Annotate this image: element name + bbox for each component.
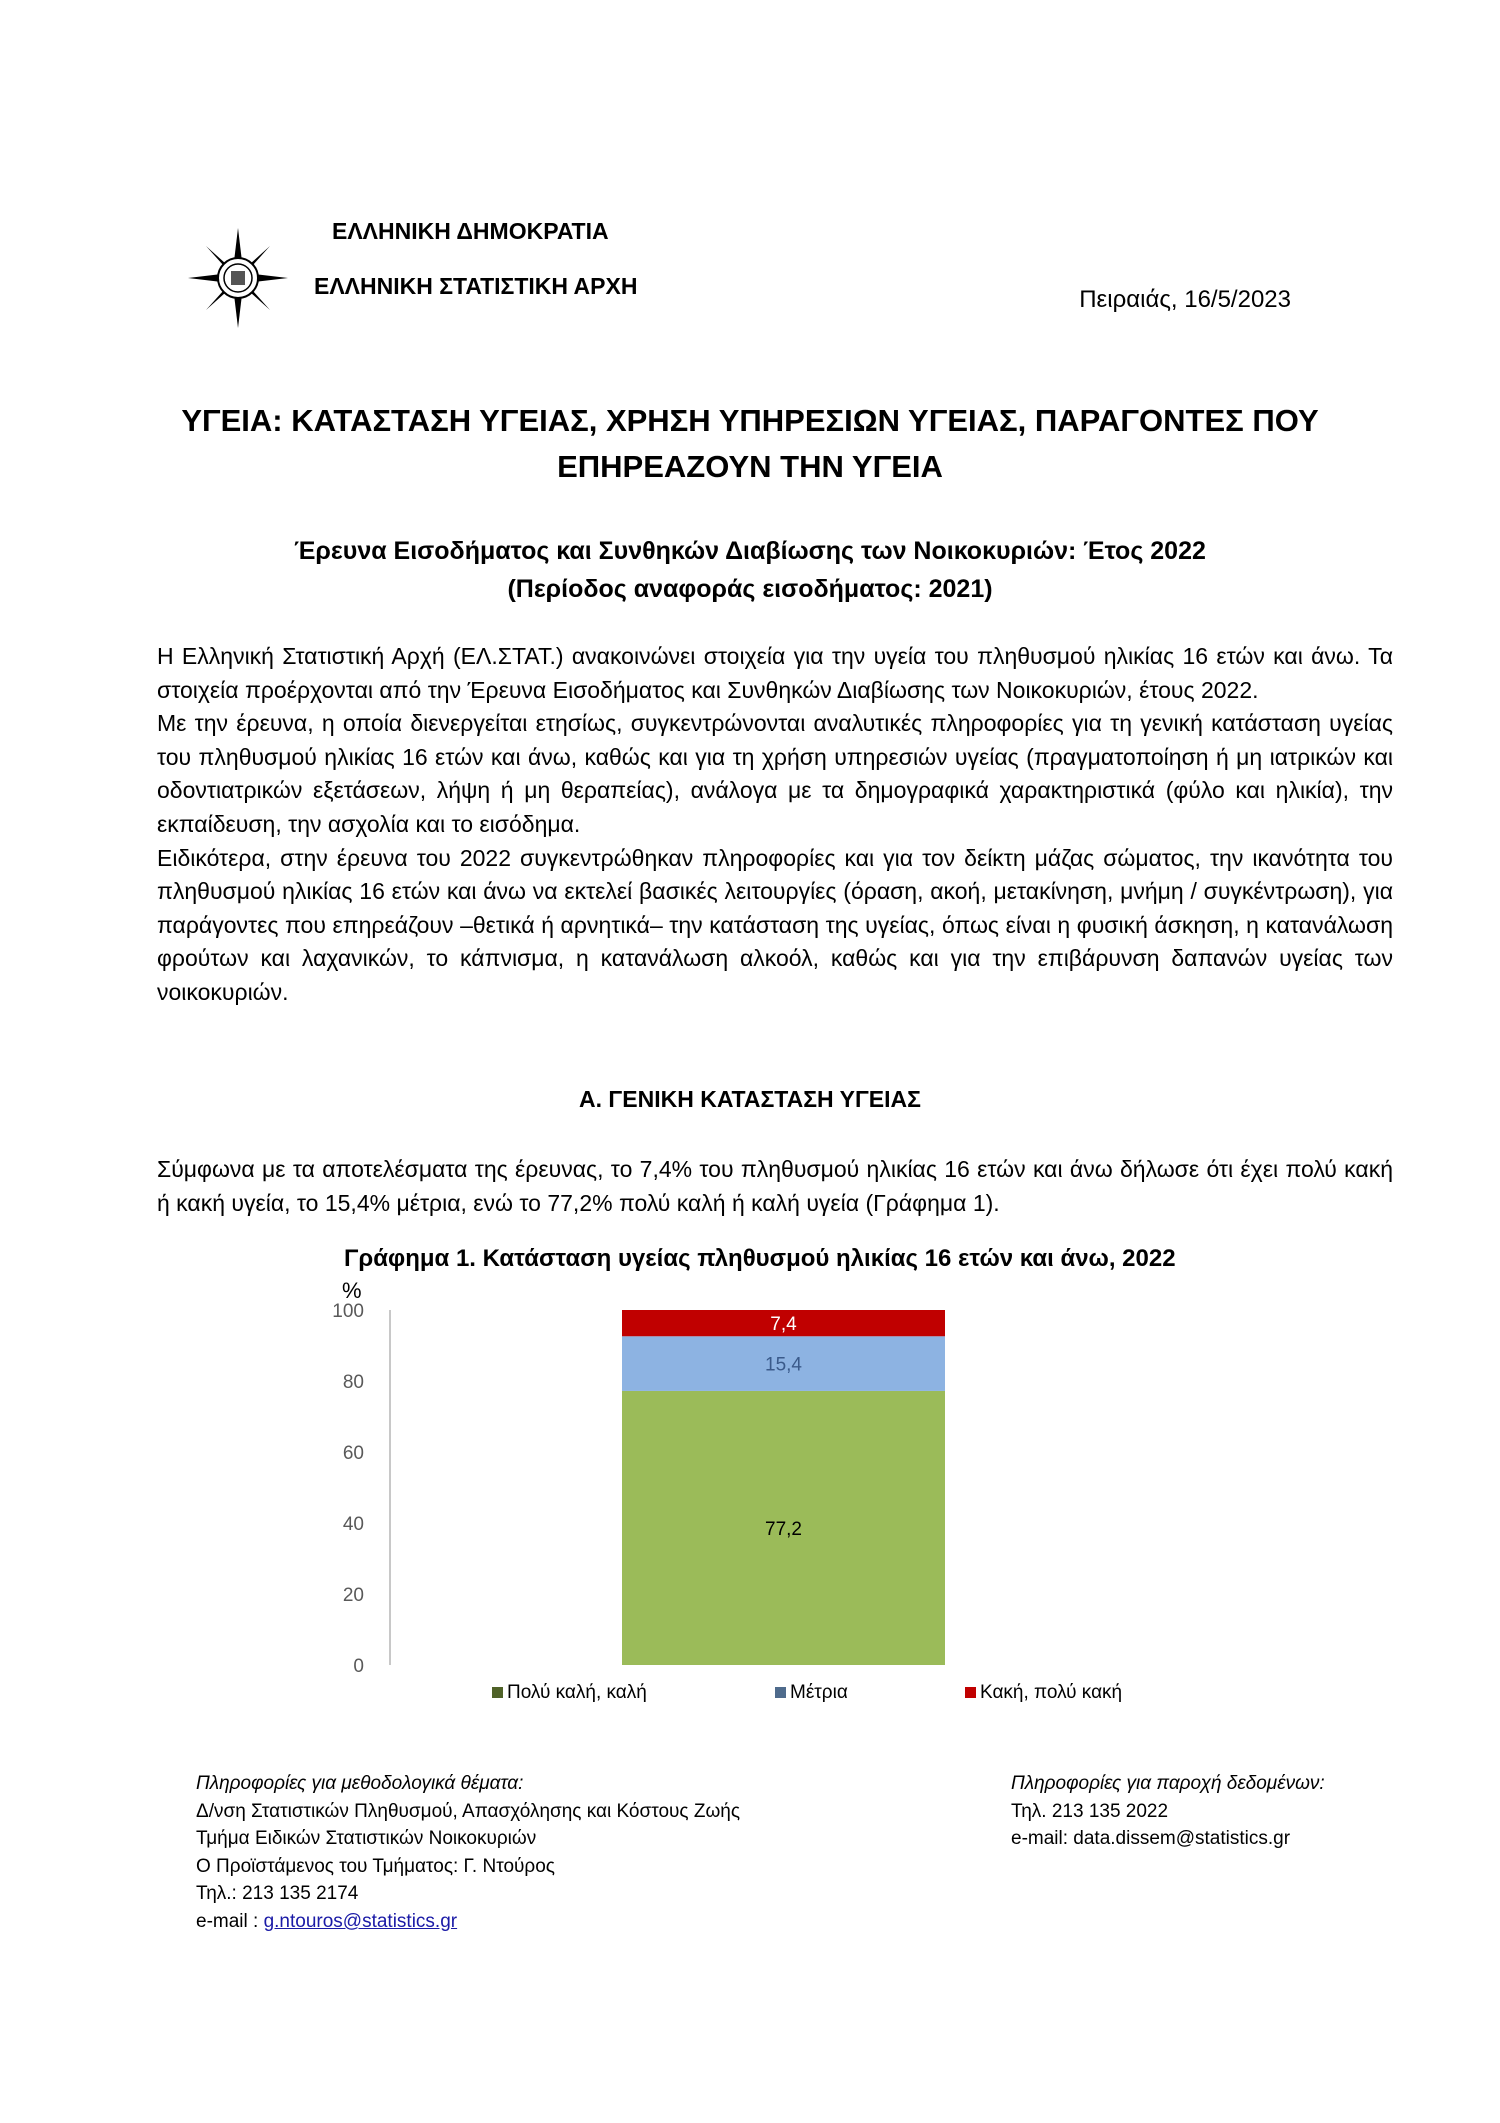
footer-right-line1: Τηλ. 213 135 2022	[1011, 1800, 1169, 1822]
org-name-republic: ΕΛΛΗΝΙΚΗ ΔΗΜΟΚΡΑΤΙΑ	[332, 218, 609, 244]
intro-paragraph-1: Η Ελληνική Στατιστική Αρχή (ΕΛ.ΣΤΑΤ.) ανακοινώνει στοιχεία για την υγεία του πληθυσμού ηλικίας 16 ετών και άνω. Τα στοιχεία προέρχονται από την Έρευνα Εισοδήματος και Συνθηκών Διαβίωσης των Νοικοκυριών, έτους 2022.	[157, 643, 1393, 703]
org-name-elstat: ΕΛΛΗΝΙΚΗ ΣΤΑΤΙΣΤΙΚΗ ΑΡΧΗ	[314, 273, 638, 299]
y-tick-label-0: 0	[353, 1656, 364, 1677]
footer-data-provision	[1011, 1770, 1325, 1853]
intro-paragraph-2: Με την έρευνα, η οποία διενεργείται ετησίως, συγκεντρώνονται αναλυτικές πληροφορίες για τη γενική κατάσταση υγείας του πληθυσμού ηλικίας 16 ετών και άνω, καθώς και για τη χρήση υπηρεσιών υγείας (πραγματοποίηση ή μη ιατρικών και οδοντιατρικών εξετάσεων, λήψη ή μη θεραπείας), ανάλογα με τα δημογραφικά χαρακτηριστικά (φύλο και ηλικία), την εκπαίδευση, την ασχολία και το εισόδημα.	[157, 710, 1393, 837]
main-title	[160, 398, 1340, 490]
elstat-logo	[188, 228, 288, 328]
footer-left-email-label: e-mail :	[196, 1910, 264, 1932]
legend-label-1: Πολύ καλή, καλή	[507, 1682, 647, 1703]
data-label-1: 77,2	[765, 1518, 802, 1540]
y-tick-label-100: 100	[332, 1301, 364, 1322]
chart-title: Γράφημα 1. Κατάσταση υγείας πληθυσμού ηλικίας 16 ετών και άνω, 2022	[344, 1245, 1176, 1272]
survey-title-line2: (Περίοδος αναφοράς εισοδήματος: 2021)	[507, 575, 993, 603]
footer-left-email-link[interactable]: g.ntouros@statistics.gr	[263, 1910, 458, 1932]
legend-swatch-2	[775, 1687, 786, 1698]
legend-label-2: Μέτρια	[790, 1682, 848, 1703]
health-status-chart	[320, 1280, 1220, 1720]
legend-swatch-3	[965, 1687, 976, 1698]
y-tick-label-20: 20	[342, 1585, 364, 1606]
intro-paragraph-3: Ειδικότερα, στην έρευνα του 2022 συγκεντρώθηκαν πληροφορίες και για τον δείκτη μάζας σώματος, την ικανότητα του πληθυσμού ηλικίας 16 ετών και άνω να εκτελεί βασικές λειτουργίες (όραση, ακοή, μετακίνηση, μνήμη / συγκέντρωση), για παράγοντες που επηρεάζουν –θετικά ή αρνητικά– την κατάσταση της υγείας, όπως είναι η φυσική άσκηση, η κατανάλωση φρούτων και λαχανικών, το κάπνισμα, η κατανάλωση αλκοόλ, καθώς και για την επιβάρυνση δαπανών υγείας των νοικοκυριών.	[157, 844, 1393, 1005]
y-tick-label-80: 80	[342, 1372, 364, 1393]
footer-left-line3: Ο Προϊστάμενος του Τμήματος: Γ. Ντούρος	[196, 1855, 555, 1877]
footer-left-heading: Πληροφορίες για μεθοδολογικά θέματα:	[196, 1773, 524, 1794]
y-tick-label-40: 40	[342, 1514, 364, 1535]
place-date: Πειραιάς, 16/5/2023	[1079, 286, 1291, 313]
data-label-2: 15,4	[765, 1354, 802, 1376]
compass-star-logo-icon	[188, 228, 288, 328]
data-label-3: 7,4	[770, 1314, 797, 1336]
section-a-heading: Α. ΓΕΝΙΚΗ ΚΑΤΑΣΤΑΣΗ ΥΓΕΙΑΣ	[579, 1086, 921, 1112]
intro-text	[157, 640, 1393, 1010]
footer-left-line4: Τηλ.: 213 135 2174	[196, 1883, 359, 1905]
footer-right-heading: Πληροφορίες για παροχή δεδομένων:	[1011, 1773, 1325, 1794]
survey-title-line1: Έρευνα Εισοδήματος και Συνθηκών Διαβίωσης των Νοικοκυριών: Έτος 2022	[294, 537, 1206, 565]
footer-right-line2: e-mail: data.dissem@statistics.gr	[1011, 1828, 1291, 1850]
y-tick-label-60: 60	[342, 1443, 364, 1464]
section-a-text: Σύμφωνα με τα αποτελέσματα της έρευνας, το 7,4% του πληθυσμού ηλικίας 16 ετών και άνω δήλωσε ότι έχει πολύ κακή ή κακή υγεία, το 15,4% μέτρια, ενώ το 77,2% πολύ καλή ή καλή υγεία (Γράφημα 1).	[157, 1156, 1393, 1216]
main-title-line2: ΕΠΗΡΕΑΖΟΥΝ ΤΗΝ ΥΓΕΙΑ	[557, 449, 943, 484]
survey-title	[160, 532, 1340, 608]
chart-svg	[320, 1280, 1220, 1720]
y-axis-unit-label: %	[342, 1280, 362, 1303]
footer-left-email-row	[196, 1908, 740, 1936]
footer-left-line1: Δ/νση Στατιστικών Πληθυσμού, Απασχόλησης και Κόστους Ζωής	[196, 1800, 741, 1822]
footer-left-line2: Τμήμα Ειδικών Στατιστικών Νοικοκυριών	[196, 1828, 537, 1850]
footer-methodology	[196, 1770, 740, 1936]
legend-swatch-1	[492, 1687, 503, 1698]
main-title-line1: ΥΓΕΙΑ: ΚΑΤΑΣΤΑΣΗ ΥΓΕΙΑΣ, ΧΡΗΣΗ ΥΠΗΡΕΣΙΩΝ ΥΓΕΙΑΣ, ΠΑΡΑΓΟΝΤΕΣ ΠΟΥ	[181, 403, 1319, 438]
legend-label-3: Κακή, πολύ κακή	[980, 1682, 1123, 1703]
